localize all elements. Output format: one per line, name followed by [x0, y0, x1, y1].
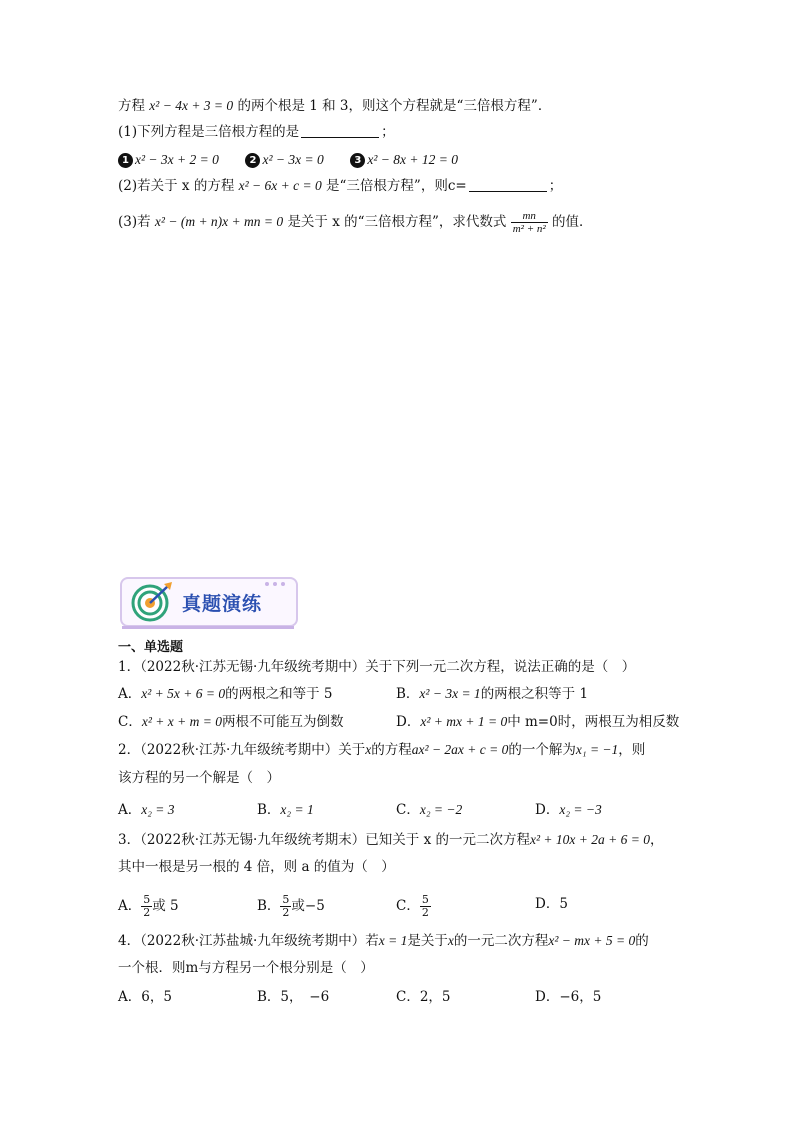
fraction-numerator: 5 [143, 893, 151, 906]
option-letter: D． [535, 896, 560, 912]
option-equation: x² + x + m = 0 [141, 714, 222, 729]
section-badge [120, 575, 298, 627]
option-mark-2: 2 [245, 153, 260, 168]
option-letter: D． [535, 802, 560, 818]
question-2-option-c[interactable] [396, 800, 462, 820]
stem-variable: x [365, 742, 372, 757]
fraction-denominator: 2 [282, 906, 290, 919]
q2-pre: (2)若关于 x 的方程 [118, 178, 235, 194]
question-3-stem [118, 830, 663, 850]
fraction-denominator: 2 [421, 906, 429, 919]
option-letter: A． [118, 802, 142, 818]
question-2-option-b[interactable] [257, 800, 314, 820]
question-3-stem-line-2: 其中一根是另一根的 4 倍，则 a 的值为（ ） [118, 859, 395, 875]
option-text: 的两根之积等于 1 [480, 686, 589, 702]
q2-tail: ； [548, 178, 563, 194]
q3-mid: 是关于 x 的“三倍根方程”，求代数式 [287, 214, 507, 230]
option-letter: B． [257, 898, 281, 914]
option-fraction [280, 894, 291, 919]
option-fraction [141, 894, 152, 919]
question-2-option-d[interactable] [535, 800, 602, 820]
q3-equation: x² − (m + n)x + mn = 0 [154, 214, 284, 229]
option-letter: A． [118, 898, 142, 914]
stem-text: 的一个解为 [508, 742, 576, 758]
option-letter: C． [118, 714, 142, 730]
q2-equation: x² − 6x + c = 0 [238, 178, 322, 193]
option-text: 5， −6 [280, 989, 330, 1005]
q1-label: (1)下列方程是三倍根方程的是 [118, 124, 300, 140]
target-icon [128, 580, 176, 622]
stem-text: 2．（2022秋·江苏·九年级统考期中）关于 [118, 742, 366, 758]
option-text: 6，5 [141, 989, 172, 1005]
option-text: −6，5 [559, 989, 602, 1005]
q1-option-2: x² − 3x = 0 [262, 152, 324, 167]
question-1-option-a[interactable] [118, 684, 333, 704]
question-4-stem-line-2: 一个根．则m与方程另一个根分别是（ ） [118, 960, 374, 976]
stem-text: ， [649, 832, 664, 848]
question-4-option-c[interactable] [396, 987, 451, 1007]
option-letter: C． [396, 989, 420, 1005]
question-4-option-a[interactable] [118, 987, 172, 1007]
question-2-option-a[interactable] [118, 800, 175, 820]
question-2-stem [118, 740, 645, 760]
option-text: 或 5 [152, 898, 179, 914]
q2-post: 是“三倍根方程”，则c= [326, 178, 467, 194]
stem-variable: x [447, 933, 454, 948]
question-1-stem: 1．（2022秋·江苏无锡·九年级统考期中）关于下列一元二次方程，说法正确的是（ ） [118, 659, 636, 675]
intro-prefix: 方程 [118, 98, 145, 114]
option-letter: C． [396, 898, 420, 914]
stem-text: ，则 [618, 742, 646, 758]
q3-pre: (3)若 [118, 214, 151, 230]
fraction-denominator: 2 [143, 906, 151, 919]
q1-line [118, 122, 395, 142]
intro-line [118, 96, 551, 116]
question-3-option-d[interactable] [535, 894, 568, 914]
stem-root: x₁ = −1 [575, 742, 619, 757]
q1-option-3: x² − 8x + 12 = 0 [367, 152, 458, 167]
option-letter: A． [118, 989, 142, 1005]
option-equation: x₂ = 3 [141, 802, 175, 817]
fraction-numerator: 5 [421, 893, 429, 906]
q2-line [118, 176, 562, 196]
option-fraction [420, 894, 431, 919]
option-equation: x₂ = −2 [419, 802, 463, 817]
option-text: 的两根之和等于 5 [225, 686, 333, 702]
option-letter: D． [396, 714, 421, 730]
q2-answer-blank[interactable] [469, 177, 547, 192]
intro-equation: x² − 4x + 3 = 0 [149, 98, 234, 113]
option-equation: x² + 5x + 6 = 0 [141, 686, 226, 701]
option-letter: C． [396, 802, 420, 818]
option-letter: D． [535, 989, 560, 1005]
badge-underline [122, 626, 294, 629]
stem-text: 的方程 [371, 742, 412, 758]
question-1-option-b[interactable] [396, 684, 588, 704]
section-title: 一、单选题 [118, 640, 184, 655]
stem-text: 4．（2022秋·江苏盐城·九年级统考期中）若 [118, 933, 379, 949]
q3-fraction [511, 210, 548, 235]
question-2-stem-line-2: 该方程的另一个解是（ ） [118, 770, 280, 786]
question-4-option-b[interactable] [257, 987, 329, 1007]
q3-line [118, 210, 593, 235]
badge-title: 真题演练 [182, 593, 263, 615]
stem-equation: x² − mx + 5 = 0 [548, 933, 636, 948]
option-text: 5 [559, 896, 568, 912]
badge-dots-icon [262, 579, 292, 589]
question-3-option-c[interactable] [396, 894, 431, 919]
q1-option-1: x² − 3x + 2 = 0 [135, 152, 219, 167]
stem-equation: x² + 10x + 2a + 6 = 0 [529, 832, 650, 847]
question-3-option-b[interactable] [257, 894, 325, 919]
stem-equation: x = 1 [378, 933, 408, 948]
q1-options [118, 150, 458, 170]
option-mark-1: 1 [118, 153, 133, 168]
fraction-numerator: 5 [282, 893, 290, 906]
option-text: 中 m=0时，两根互为相反数 [507, 714, 680, 730]
option-letter: B． [396, 686, 420, 702]
stem-text: 3．（2022秋·江苏无锡·九年级统考期末）已知关于 x 的一元二次方程 [118, 832, 530, 848]
option-text: 两根不可能互为倒数 [221, 714, 344, 730]
option-equation: x₂ = −3 [559, 802, 602, 817]
question-1-option-c[interactable] [118, 712, 343, 732]
question-3-option-a[interactable] [118, 894, 179, 919]
q1-answer-blank[interactable] [301, 123, 379, 138]
option-mark-3: 3 [350, 153, 365, 168]
q3-fraction-numerator: mn [511, 210, 548, 223]
q3-post: 的值． [552, 214, 593, 230]
intro-text: 的两个根是 1 和 3，则这个方程就是“三倍根方程”． [237, 98, 552, 114]
question-4-option-d[interactable] [535, 987, 601, 1007]
option-letter: A． [118, 686, 142, 702]
option-equation: x₂ = 1 [280, 802, 314, 817]
q1-tail: ； [381, 124, 395, 140]
option-letter: B． [257, 802, 281, 818]
option-text: 或−5 [291, 898, 325, 914]
stem-equation: ax² − 2ax + c = 0 [411, 742, 509, 757]
option-letter: B． [257, 989, 281, 1005]
option-equation: x² − 3x = 1 [419, 686, 481, 701]
question-1-option-d[interactable] [396, 712, 679, 732]
option-equation: x² + mx + 1 = 0 [420, 714, 508, 729]
stem-text: 的一元二次方程 [453, 933, 549, 949]
question-4-stem [118, 931, 649, 951]
stem-text: 的 [635, 933, 649, 949]
stem-text: 是关于 [407, 933, 448, 949]
q3-fraction-denominator: m² + n² [512, 223, 546, 235]
option-text: 2，5 [419, 989, 451, 1005]
